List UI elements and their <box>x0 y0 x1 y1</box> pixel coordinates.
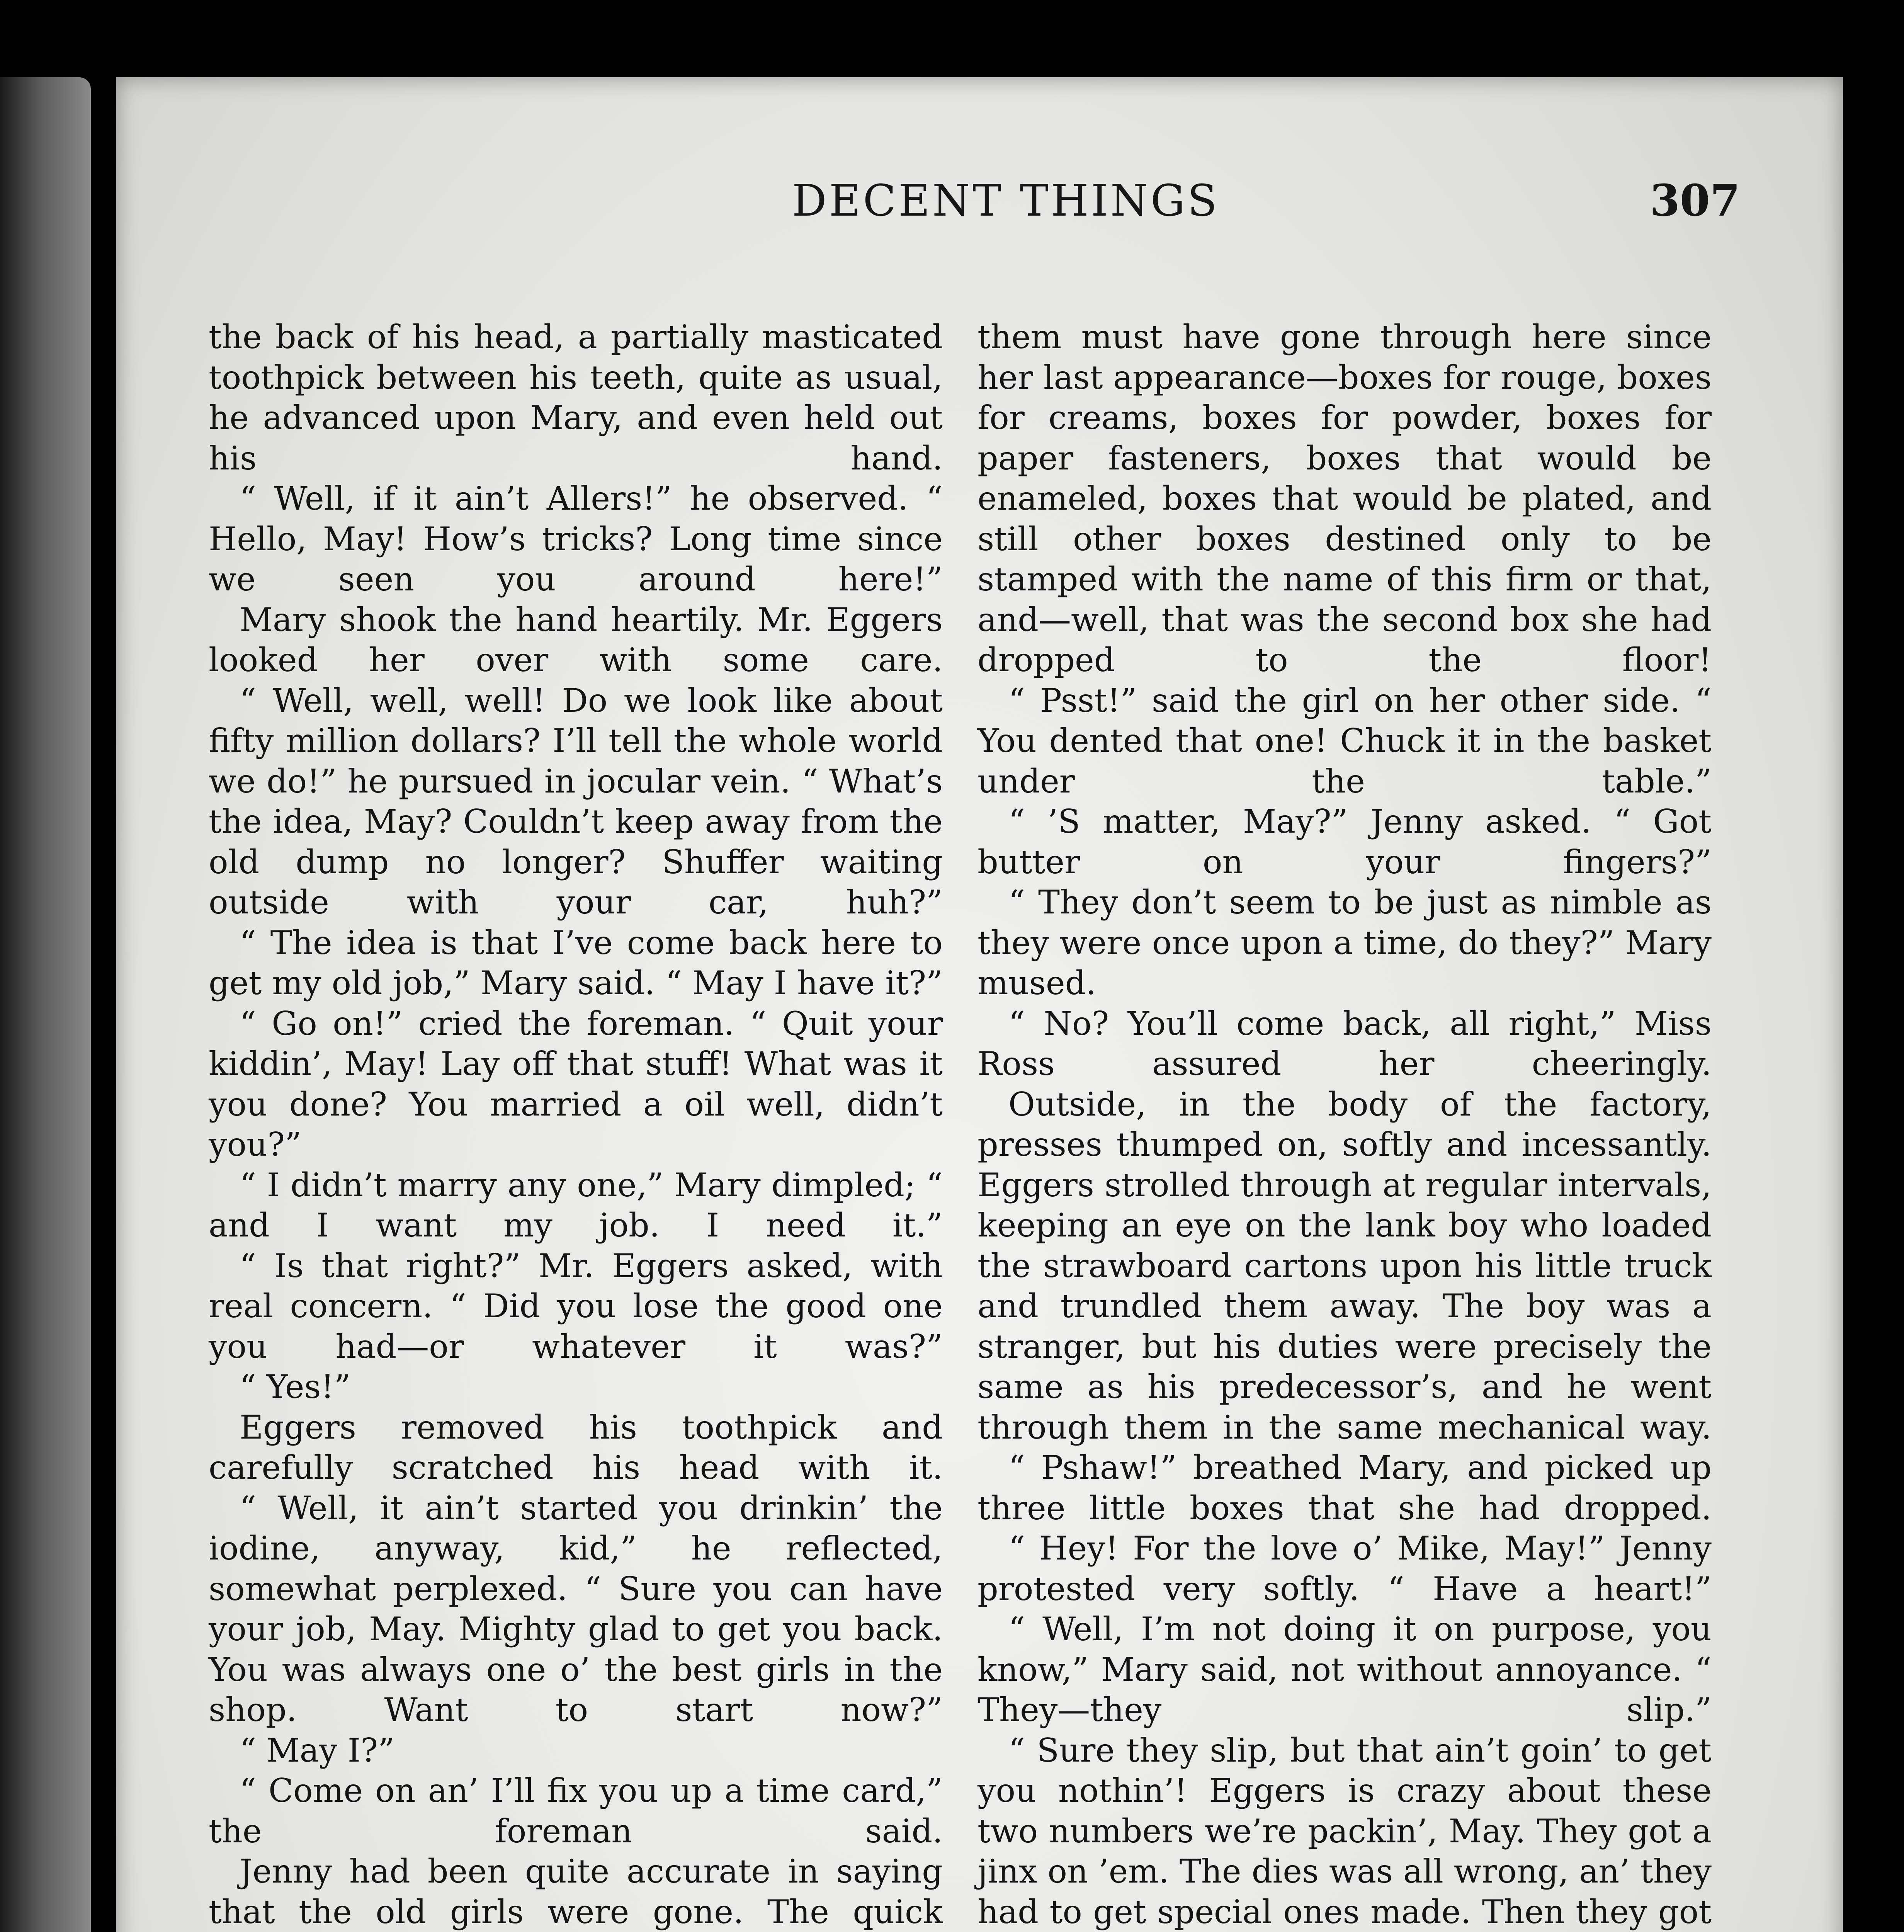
left-text-column <box>209 317 943 1932</box>
paragraph: “ Hey! For the love o’ Mike, May!” Jenny protested very softly. “ Have a heart!” <box>978 1529 1712 1608</box>
paragraph: “ No? You’ll come back, all right,” Miss Ross assured her cheeringly. <box>978 1004 1712 1083</box>
paragraph: “ Sure they slip, but that ain’t goin’ to get you nothin’! Eggers is crazy about these two numbers we’re packin’, May. They got a jinx on ’em. The dies was all wrong, an’ they had to get special ones made. Then they got <box>978 1731 1712 1931</box>
paragraph: “ Pshaw!” breathed Mary, and picked up three little boxes that she had dropped. <box>978 1449 1712 1527</box>
paragraph: “ Psst!” said the girl on her other side. “ You dented that one! Chuck it in the basket under the table.” <box>978 681 1712 800</box>
paragraph: “ ’S matter, May?” Jenny asked. “ Got butter on your fingers?” <box>978 803 1712 881</box>
paragraph: “ Well, it ain’t started you drinkin’ the iodine, anyway, kid,” he reflected, somewhat perplexed. “ Sure you can have your job, May. Mighty glad to get you back. You was always one o’ the best girls in the shop. Want to start now?” <box>209 1489 943 1729</box>
adjacent-page-edge <box>0 77 91 1932</box>
page-header <box>116 162 1843 240</box>
right-text-column <box>978 317 1712 1932</box>
paragraph: “ The idea is that I’ve come back here to get my old job,” Mary said. “ May I have it?” <box>209 923 943 1002</box>
paragraph: “ Yes!” <box>240 1368 351 1406</box>
paragraph: “ Well, I’m not doing it on purpose, you know,” Mary said, not without annoyance. “ They—they slip.” <box>978 1610 1712 1729</box>
paragraph: Mary shook the hand heartily. Mr. Eggers looked her over with some care. <box>209 600 943 679</box>
paragraph: “ Is that right?” Mr. Eggers asked, with real concern. “ Did you lose the good one you had—or whatever it was?” <box>209 1247 943 1366</box>
running-title: DECENT THINGS <box>792 176 1220 226</box>
paragraph: “ May I?” <box>240 1731 395 1769</box>
paragraph: the back of his head, a partially masticated toothpick between his teeth, quite as usual, he advanced upon Mary, and even held out his hand. <box>209 318 943 477</box>
paragraph: them must have gone through here since her last appearance—boxes for rouge, boxes for creams, boxes for powder, boxes for paper fasteners, boxes that would be enameled, boxes that would be plated, and still other boxes destined only to be stamped with the name of this firm or that, and—well, that was the second box she had dropped to the floor! <box>978 318 1712 679</box>
paragraph: Eggers removed his toothpick and carefully scratched his head with it. <box>209 1408 943 1486</box>
paragraph: “ I didn’t marry any one,” Mary dimpled; “ and I want my job. I need it.” <box>209 1166 943 1244</box>
paragraph: “ They don’t seem to be just as nimble as they were once upon a time, do they?” Mary mused. <box>978 883 1712 1002</box>
paragraph: Jenny had been quite accurate in saying that the old girls were gone. The quick <box>209 1852 943 1931</box>
paragraph: “ Well, well, well! Do we look like about fifty million dollars? I’ll tell the whole world we do!” he pursued in jocular vein. “ What’s the idea, May? Couldn’t keep away from the old dump no longer? Shuffer waiting outside with your car, huh?” <box>209 681 943 921</box>
paragraph: “ Come on an’ I’ll fix you up a time card,” the foreman said. <box>209 1772 943 1850</box>
paragraph: Outside, in the body of the factory, presses thumped on, softly and incessantly. Eggers strolled through at regular intervals, keeping an eye on the lank boy who loaded the strawboard cartons upon his little truck and trundled them away. The boy was a stranger, but his duties were precisely the same as his predecessor’s, and he went through them in the same mechanical way. <box>978 1085 1712 1446</box>
paragraph: “ Well, if it ain’t Allers!” he observed. “ Hello, May! How’s tricks? Long time since we seen you around here!” <box>209 480 943 598</box>
paragraph: “ Go on!” cried the foreman. “ Quit your kiddin’, May! Lay off that stuff! What was it you done? You married a oil well, didn’t you?” <box>209 1004 943 1163</box>
page-number: 307 <box>1650 175 1740 226</box>
